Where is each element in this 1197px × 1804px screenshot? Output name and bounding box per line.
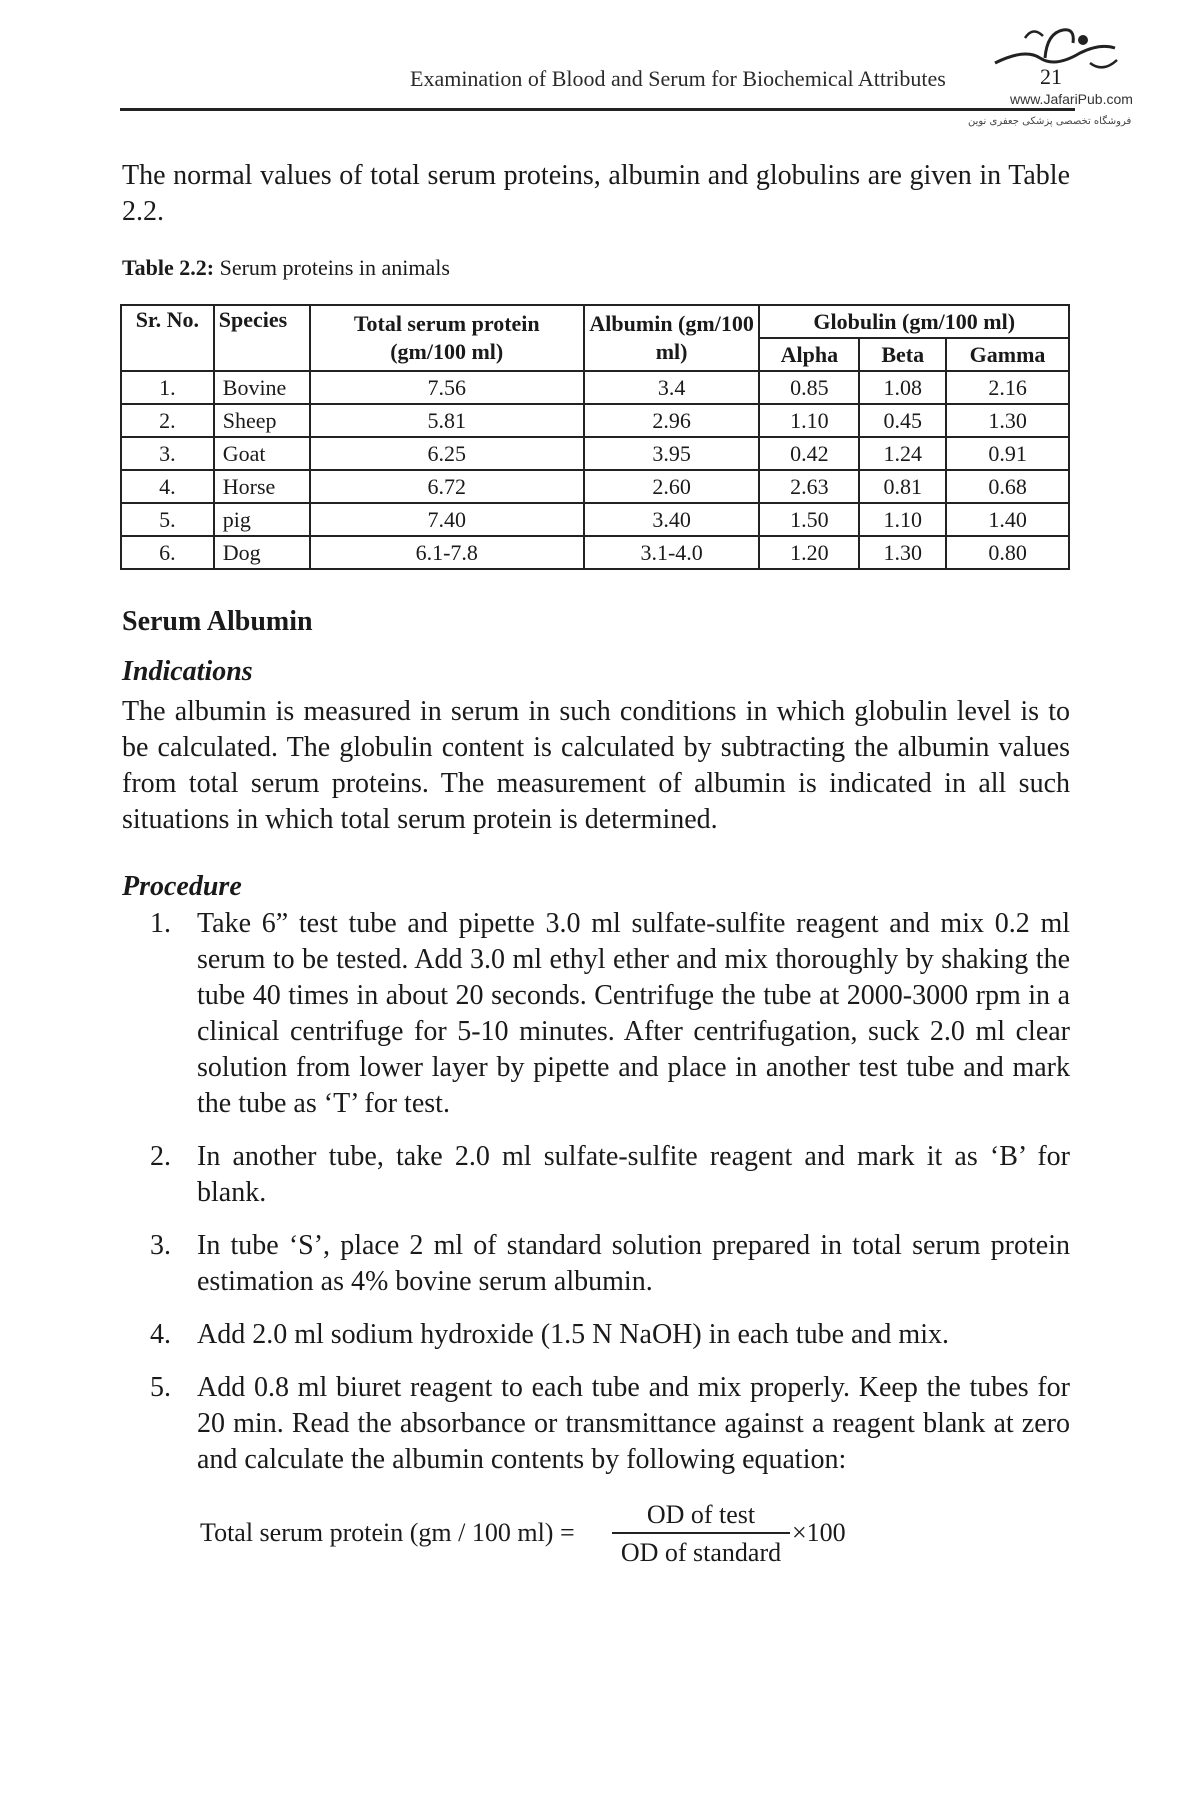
- step-text: In tube ‘S’, place 2 ml of standard solution prepared in total serum protein estimation as 4% bovine serum albumin.: [197, 1230, 1070, 1297]
- step-number: 5.: [150, 1372, 171, 1403]
- cell-beta: 1.08: [859, 371, 946, 404]
- table-row: [121, 536, 1069, 569]
- publisher-logo-icon: [985, 18, 1125, 88]
- table-row: [121, 503, 1069, 536]
- cell-alpha: 0.85: [759, 371, 859, 404]
- cell-alpha: 1.20: [759, 536, 859, 569]
- cell-total: 7.40: [310, 503, 584, 536]
- subsection-heading-procedure: Procedure: [122, 871, 242, 902]
- cell-alpha: 2.63: [759, 470, 859, 503]
- step-text: Add 2.0 ml sodium hydroxide (1.5 N NaOH) in each tube and mix.: [197, 1319, 949, 1350]
- section-heading: Serum Albumin: [122, 606, 313, 637]
- step-text: Add 0.8 ml biuret reagent to each tube and mix properly. Keep the tubes for 20 min. Read the absorbance or transmittance against a reagent blank at zero and calculate the albumin contents by following equation:: [197, 1372, 1070, 1475]
- cell-alpha: 1.50: [759, 503, 859, 536]
- table-row: [121, 470, 1069, 503]
- cell-total: 6.1-7.8: [310, 536, 584, 569]
- cell-gamma: 0.80: [946, 536, 1069, 569]
- header-globulin: Globulin (gm/100 ml): [759, 305, 1069, 338]
- header-rule: [120, 108, 1075, 111]
- step-text: Take 6” test tube and pipette 3.0 ml sulfate-sulfite reagent and mix 0.2 ml serum to be tested. Add 3.0 ml ethyl ether and mix thoroughly by shaking the tube 40 times in about 20 seconds. Centrifuge the tube at 2000-3000 rpm in a clinical centrifuge for 5-10 minutes. After centrifugation, suck 2.0 ml clear solution from lower layer by pipette and place in another test tube and mark the tube as ‘T’ for test.: [197, 908, 1070, 1119]
- cell-beta: 1.24: [859, 437, 946, 470]
- cell-beta: 1.30: [859, 536, 946, 569]
- cell-total: 7.56: [310, 371, 584, 404]
- cell-gamma: 0.91: [946, 437, 1069, 470]
- cell-gamma: 1.30: [946, 404, 1069, 437]
- cell-albumin: 3.40: [584, 503, 760, 536]
- list-item: [150, 1139, 1070, 1211]
- cell-species: Goat: [214, 437, 310, 470]
- table-caption-label: Table 2.2:: [122, 255, 215, 280]
- watermark-url: www.JafariPub.com: [1010, 91, 1133, 107]
- cell-total: 6.25: [310, 437, 584, 470]
- cell-albumin: 3.95: [584, 437, 760, 470]
- header-albumin: Albumin (gm/100 ml): [584, 305, 760, 371]
- formula-fraction: [612, 1498, 790, 1572]
- cell-species: Sheep: [214, 404, 310, 437]
- cell-gamma: 1.40: [946, 503, 1069, 536]
- step-number: 4.: [150, 1319, 171, 1350]
- header-total-protein: Total serum protein (gm/100 ml): [310, 305, 584, 371]
- cell-sr: 4.: [121, 470, 214, 503]
- list-item: [150, 1370, 1070, 1478]
- cell-beta: 0.81: [859, 470, 946, 503]
- table-caption: [122, 255, 450, 281]
- cell-species: Bovine: [214, 371, 310, 404]
- cell-albumin: 3.1-4.0: [584, 536, 760, 569]
- cell-sr: 3.: [121, 437, 214, 470]
- indications-paragraph: The albumin is measured in serum in such conditions in which globulin level is to be calculated. The globulin content is calculated by subtracting the albumin values from total serum proteins. The measurement of albumin is indicated in all such situations in which total serum protein is determined.: [122, 696, 1070, 835]
- cell-species: Dog: [214, 536, 310, 569]
- table-row: [121, 371, 1069, 404]
- cell-total: 6.72: [310, 470, 584, 503]
- cell-sr: 2.: [121, 404, 214, 437]
- table-row: [121, 437, 1069, 470]
- header-alpha: Alpha: [759, 338, 859, 371]
- step-number: 2.: [150, 1141, 171, 1172]
- serum-protein-table: [120, 304, 1070, 570]
- cell-species: pig: [214, 503, 310, 536]
- header-species: Species: [214, 305, 310, 371]
- running-title: Examination of Blood and Serum for Biochemical Attributes: [410, 66, 946, 91]
- cell-gamma: 2.16: [946, 371, 1069, 404]
- cell-alpha: 0.42: [759, 437, 859, 470]
- cell-albumin: 3.4: [584, 371, 760, 404]
- list-item: [150, 1317, 1070, 1353]
- header-sr-no: Sr. No.: [121, 305, 214, 371]
- table-caption-text: Serum proteins in animals: [219, 255, 450, 280]
- cell-albumin: 2.96: [584, 404, 760, 437]
- cell-total: 5.81: [310, 404, 584, 437]
- table-row: [121, 404, 1069, 437]
- cell-sr: 6.: [121, 536, 214, 569]
- formula-lhs: Total serum protein (gm / 100 ml) =: [200, 1518, 575, 1547]
- cell-species: Horse: [214, 470, 310, 503]
- cell-beta: 0.45: [859, 404, 946, 437]
- list-item: [150, 1228, 1070, 1300]
- cell-albumin: 2.60: [584, 470, 760, 503]
- formula-numerator: OD of test: [646, 1500, 756, 1529]
- page-number: 21: [1040, 64, 1062, 89]
- step-number: 1.: [150, 908, 171, 939]
- cell-sr: 5.: [121, 503, 214, 536]
- formula-denominator: OD of standard: [620, 1538, 782, 1567]
- cell-beta: 1.10: [859, 503, 946, 536]
- cell-sr: 1.: [121, 371, 214, 404]
- step-text: In another tube, take 2.0 ml sulfate-sulfite reagent and mark it as ‘B’ for blank.: [197, 1141, 1070, 1208]
- formula-rhs: ×100: [792, 1518, 846, 1547]
- subsection-heading-indications: Indications: [122, 656, 253, 687]
- watermark-tagline: فروشگاه تخصصی پزشکی جعفری نوین: [968, 116, 1132, 127]
- header-beta: Beta: [859, 338, 946, 371]
- intro-paragraph: The normal values of total serum proteins, albumin and globulins are given in Table 2.2.: [122, 160, 1070, 227]
- cell-gamma: 0.68: [946, 470, 1069, 503]
- list-item: [150, 906, 1070, 1122]
- step-number: 3.: [150, 1230, 171, 1261]
- procedure-list: [150, 906, 1070, 1495]
- header-gamma: Gamma: [946, 338, 1069, 371]
- cell-alpha: 1.10: [759, 404, 859, 437]
- albumin-formula: [200, 1498, 900, 1578]
